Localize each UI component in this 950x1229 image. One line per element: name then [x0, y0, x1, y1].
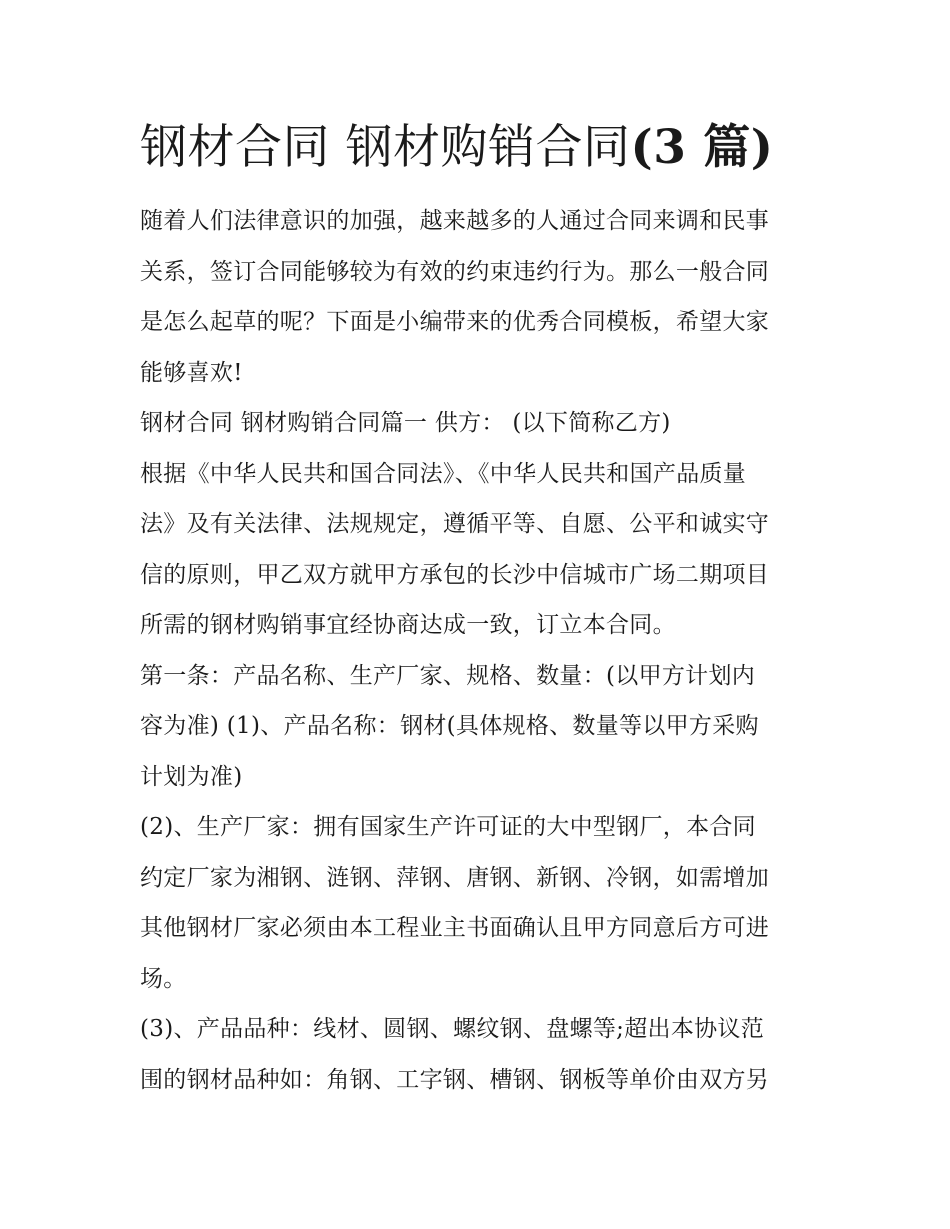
clause-item-line: (2)、生产厂家：拥有国家生产许可证的大中型钢厂，本合同	[140, 814, 756, 840]
text-line: 法》及有关法律、法规规定，遵循平等、自愿、公平和诚实守	[140, 511, 770, 537]
text-line: 计划为准)	[140, 763, 243, 790]
text-line: 信的原则，甲乙双方就甲方承包的长沙中信城市广场二期项目	[140, 561, 770, 588]
text-line: 容为准) (1)、产品名称：钢材(具体规格、数量等以甲方采购	[140, 713, 759, 739]
document-body	[140, 196, 815, 1105]
text-line: 能够喜欢!	[140, 359, 243, 386]
document-content	[140, 112, 815, 1105]
text-line: 所需的钢材购销事宜经协商达成一致，订立本合同。	[140, 612, 676, 638]
clause-line: 第一条：产品名称、生产厂家、规格、数量：(以甲方计划内	[140, 662, 756, 689]
text-line: 场。	[140, 965, 187, 992]
text-line: 根据《中华人民共和国合同法》、《中华人民共和国产品质量	[140, 460, 747, 487]
clause-item-line: (3)、产品品种：线材、圆钢、螺纹钢、盘螺等;超出本协议范	[140, 1016, 765, 1042]
title-suffix-text: (3 篇)	[630, 120, 774, 175]
text-line: 约定厂家为湘钢、涟钢、萍钢、唐钢、新钢、冷钢，如需增加	[140, 864, 770, 891]
document-title	[140, 112, 815, 184]
section-heading-line: 钢材合同 钢材购销合同篇一 供方： (以下简称乙方)	[140, 410, 671, 436]
text-line: 关系，签订合同能够较为有效的约束违约行为。那么一般合同	[140, 258, 770, 285]
title-main-text: 钢材合同 钢材购销合同	[140, 120, 631, 175]
text-line: 其他钢材厂家必须由本工程业主书面确认且甲方同意后方可进	[140, 915, 770, 941]
text-line: 是怎么起草的呢？下面是小编带来的优秀合同模板，希望大家	[140, 309, 770, 335]
text-line: 随着人们法律意识的加强，越来越多的人通过合同来调和民事	[140, 208, 770, 234]
text-line: 围的钢材品种如：角钢、工字钢、槽钢、钢板等单价由双方另	[140, 1066, 770, 1093]
